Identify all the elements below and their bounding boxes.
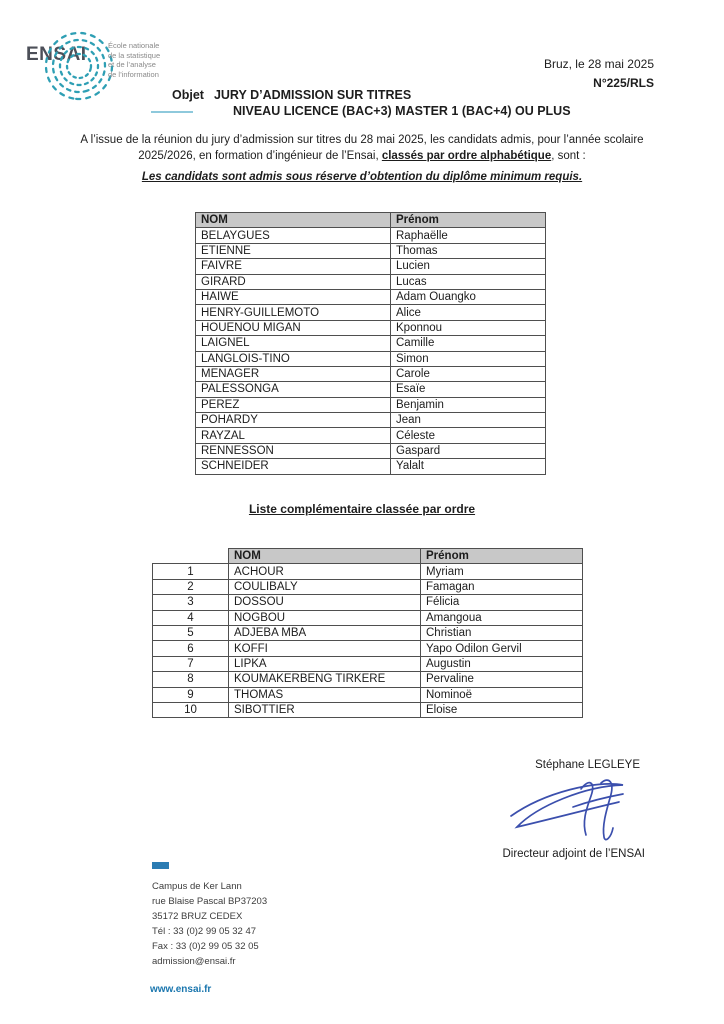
prenom-cell: Myriam — [421, 564, 583, 579]
rank-cell: 5 — [153, 625, 229, 640]
prenom-cell: Félicia — [421, 595, 583, 610]
table-row — [153, 579, 583, 594]
intro-paragraph — [55, 133, 669, 164]
signatory-role: Directeur adjoint de l’ENSAI — [502, 848, 645, 860]
waitlist-table — [152, 548, 583, 718]
waitlist-table-header-row — [153, 549, 583, 564]
table-row — [196, 413, 546, 428]
prenom-cell: Eloise — [421, 702, 583, 717]
nom-cell: BELAYGUES — [196, 228, 391, 243]
table-row — [196, 382, 546, 397]
prenom-cell: Céleste — [391, 428, 546, 443]
prenom-column-header: Prénom — [391, 213, 546, 228]
rank-cell: 4 — [153, 610, 229, 625]
nom-cell: SIBOTTIER — [229, 702, 421, 717]
prenom-cell: Augustin — [421, 656, 583, 671]
nom-cell: THOMAS — [229, 687, 421, 702]
prenom-cell: Yapo Odilon Gervil — [421, 641, 583, 656]
prenom-cell: Simon — [391, 351, 546, 366]
rank-cell: 9 — [153, 687, 229, 702]
table-row — [153, 625, 583, 640]
prenom-cell: Famagan — [421, 579, 583, 594]
rank-cell: 6 — [153, 641, 229, 656]
table-row — [153, 672, 583, 687]
nom-cell: HOUENOU MIGAN — [196, 320, 391, 335]
table-row — [153, 564, 583, 579]
nom-cell: ACHOUR — [229, 564, 421, 579]
nom-cell: NOGBOU — [229, 610, 421, 625]
prenom-column-header: Prénom — [421, 549, 583, 564]
table-row — [196, 320, 546, 335]
nom-cell: MENAGER — [196, 366, 391, 381]
address-line[interactable]: Campus de Ker Lann — [152, 881, 242, 892]
address-line[interactable]: admission@ensai.fr — [152, 956, 236, 967]
nom-column-header: NOM — [196, 213, 391, 228]
tagline-line: et de l’analyse — [108, 60, 156, 70]
reference-number: N°225/RLS — [593, 76, 654, 90]
table-row — [196, 443, 546, 458]
subject-title: JURY D’ADMISSION SUR TITRES — [213, 88, 412, 102]
footer-accent-dash — [152, 862, 169, 869]
nom-cell: RAYZAL — [196, 428, 391, 443]
address-line[interactable]: 35172 BRUZ CEDEX — [152, 911, 243, 922]
nom-cell: PEREZ — [196, 397, 391, 412]
nom-cell: POHARDY — [196, 413, 391, 428]
prenom-cell: Christian — [421, 625, 583, 640]
nom-cell: GIRARD — [196, 274, 391, 289]
table-row — [153, 610, 583, 625]
admitted-table-header-row — [196, 213, 546, 228]
prenom-cell: Lucien — [391, 259, 546, 274]
rank-column-header-empty — [153, 549, 229, 564]
prenom-cell: Jean — [391, 413, 546, 428]
table-row — [196, 428, 546, 443]
nom-cell: KOFFI — [229, 641, 421, 656]
prenom-cell: Adam Ouangko — [391, 289, 546, 304]
nom-cell: ETIENNE — [196, 243, 391, 258]
prenom-cell: Esaïe — [391, 382, 546, 397]
nom-cell: COULIBALY — [229, 579, 421, 594]
nom-cell: KOUMAKERBENG TIRKERE — [229, 672, 421, 687]
nom-cell: SCHNEIDER — [196, 459, 391, 474]
letterhead-right — [544, 55, 654, 93]
rank-cell: 10 — [153, 702, 229, 717]
subject-line — [172, 88, 411, 102]
prenom-cell: Amangoua — [421, 610, 583, 625]
ensai-logo-tagline — [108, 41, 160, 79]
table-row — [196, 397, 546, 412]
table-row — [196, 459, 546, 474]
footer-address-block — [152, 879, 267, 969]
ensai-swirl-icon — [44, 24, 116, 113]
rank-cell: 3 — [153, 595, 229, 610]
rank-cell: 7 — [153, 656, 229, 671]
intro-text-before: A l’issue de la réunion du jury d’admission sur titres du 28 mai 2025, les candidats admis, pour l’année scolaire 2025/2026, en formation d’ingénieur de l’Ensai, — [80, 134, 644, 162]
table-row — [153, 595, 583, 610]
prenom-cell: Camille — [391, 336, 546, 351]
nom-column-header: NOM — [229, 549, 421, 564]
rank-cell: 1 — [153, 564, 229, 579]
nom-cell: HENRY-GUILLEMOTO — [196, 305, 391, 320]
table-row — [196, 274, 546, 289]
table-row — [153, 656, 583, 671]
nom-cell: DOSSOU — [229, 595, 421, 610]
subject-underline-dash — [151, 111, 193, 113]
rank-cell: 2 — [153, 579, 229, 594]
table-row — [153, 702, 583, 717]
nom-cell: LAIGNEL — [196, 336, 391, 351]
admitted-candidates-table — [195, 212, 546, 475]
nom-cell: LIPKA — [229, 656, 421, 671]
ensai-logo-wordmark: ENSAI — [26, 44, 87, 65]
prenom-cell: Benjamin — [391, 397, 546, 412]
table-row — [196, 336, 546, 351]
nom-cell: LANGLOIS-TINO — [196, 351, 391, 366]
waitlist-heading: Liste complémentaire classée par ordre — [248, 502, 476, 516]
subject-label: Objet — [172, 88, 204, 102]
address-line[interactable]: Tél : 33 (0)2 99 05 32 47 — [152, 926, 257, 937]
prenom-cell: Pervaline — [421, 672, 583, 687]
nom-cell: ADJEBA MBA — [229, 625, 421, 640]
website-link[interactable]: www.ensai.fr — [150, 984, 212, 995]
prenom-cell: Nominoë — [421, 687, 583, 702]
prenom-cell: Thomas — [391, 243, 546, 258]
table-row — [153, 687, 583, 702]
tagline-line: de l’information — [108, 69, 159, 79]
handwritten-signature-image — [505, 776, 650, 853]
table-row — [196, 243, 546, 258]
table-row — [196, 305, 546, 320]
prenom-cell: Alice — [391, 305, 546, 320]
tagline-line: École nationale — [108, 41, 160, 50]
admitted-table-body — [196, 228, 546, 474]
prenom-cell: Raphaëlle — [391, 228, 546, 243]
table-row — [196, 228, 546, 243]
prenom-cell: Carole — [391, 366, 546, 381]
nom-cell: FAIVRE — [196, 259, 391, 274]
intro-text-after: , sont : — [551, 149, 586, 162]
place-date: Bruz, le 28 mai 2025 — [543, 57, 654, 71]
nom-cell: HAIWE — [196, 289, 391, 304]
address-line[interactable]: Fax : 33 (0)2 99 05 32 05 — [152, 941, 259, 952]
intro-text-emphasis: classés par ordre alphabétique — [381, 149, 552, 162]
waitlist-table-body — [153, 564, 583, 718]
subject-subtitle: NIVEAU LICENCE (BAC+3) MASTER 1 (BAC+4) OU PLUS — [233, 104, 571, 118]
tagline-line: de la statistique — [108, 50, 161, 60]
table-row — [196, 351, 546, 366]
table-row — [196, 366, 546, 381]
signatory-name: Stéphane LEGLEYE — [535, 759, 640, 771]
address-line[interactable]: rue Blaise Pascal BP37203 — [152, 896, 268, 907]
nom-cell: RENNESSON — [196, 443, 391, 458]
table-row — [196, 289, 546, 304]
prenom-cell: Lucas — [391, 274, 546, 289]
table-row — [153, 641, 583, 656]
table-row — [196, 259, 546, 274]
rank-cell: 8 — [153, 672, 229, 687]
admission-notice: Les candidats sont admis sous réserve d’obtention du diplôme minimum requis. — [141, 171, 583, 183]
nom-cell: PALESSONGA — [196, 382, 391, 397]
prenom-cell: Yalalt — [391, 459, 546, 474]
prenom-cell: Gaspard — [391, 443, 546, 458]
prenom-cell: Kponnou — [391, 320, 546, 335]
